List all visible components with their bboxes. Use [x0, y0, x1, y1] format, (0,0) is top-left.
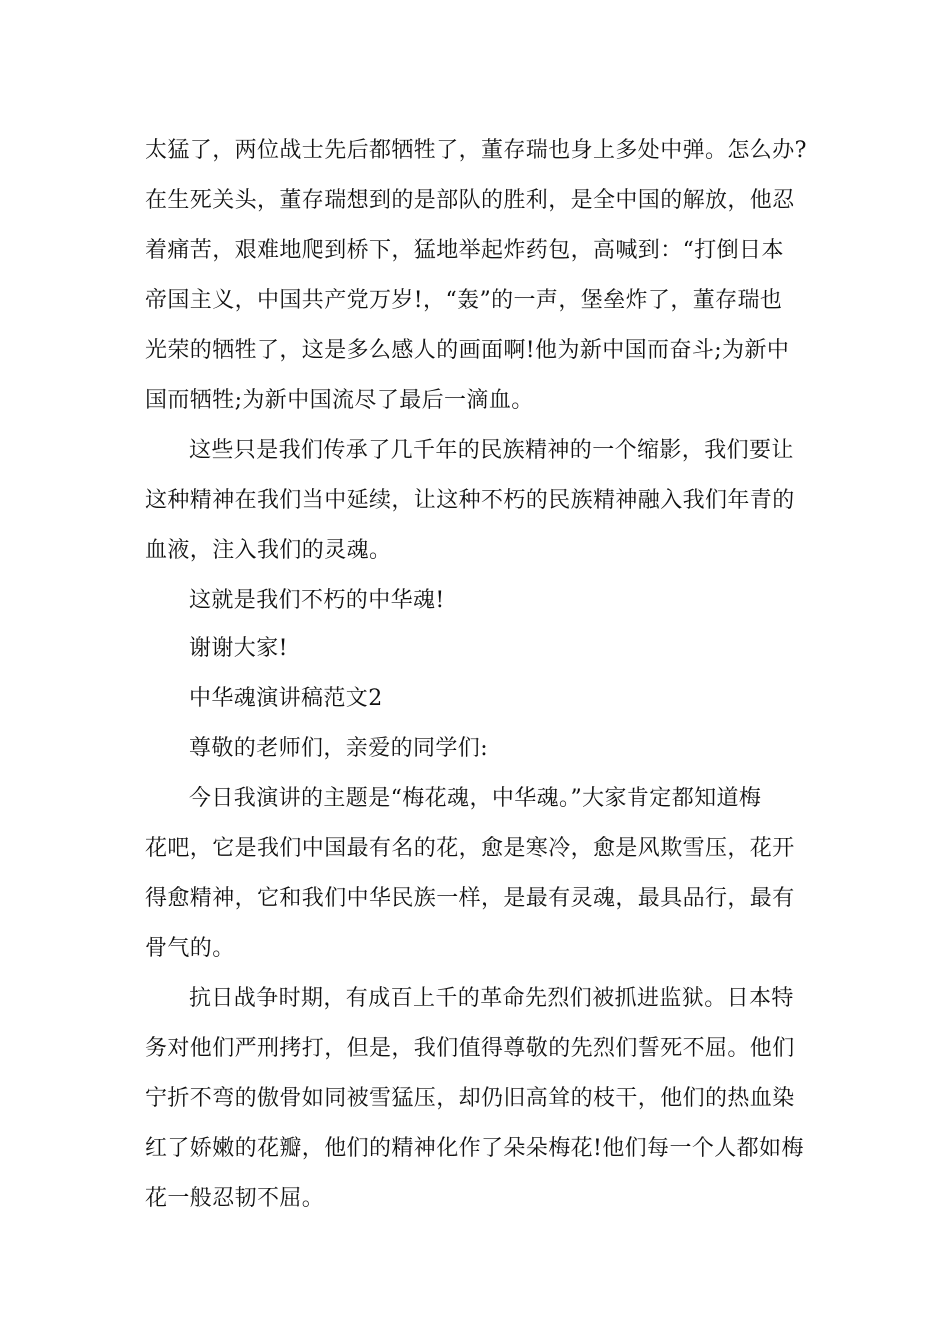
text-line: 这些只是我们传承了几千年的民族精神的一个缩影，我们要让: [189, 438, 794, 463]
paragraph: [145, 974, 810, 1224]
salutation: [145, 724, 810, 774]
text-line: 红了娇嫩的花瓣，他们的精神化作了朵朵梅花!他们每一个人都如梅: [145, 1136, 804, 1161]
text-line: 花吧，它是我们中国最有名的花，愈是寒冷，愈是风欺雪压，花开: [145, 836, 795, 861]
section-title: [145, 674, 810, 724]
text-line: 今日我演讲的主题是“梅花魂，中华魂。”大家肯定都知道梅: [189, 786, 762, 811]
text-line: 光荣的牺牲了，这是多么感人的画面啊!他为新中国而奋斗;为新中: [145, 338, 790, 363]
text-line: 花一般忍韧不屈。: [145, 1186, 325, 1211]
paragraph: [145, 126, 810, 426]
paragraph: [145, 426, 810, 576]
text-line: 尊敬的老师们，亲爱的同学们:: [189, 736, 489, 761]
paragraph: [145, 576, 810, 626]
text-line: 骨气的。: [145, 936, 235, 961]
text-line: 帝国主义，中国共产党万岁!，“轰”的一声，堡垒炸了，董存瑞也: [145, 288, 783, 313]
text-line: 务对他们严刑拷打，但是，我们值得尊敬的先烈们誓死不屈。他们: [145, 1036, 795, 1061]
text-line: 国而牺牲;为新中国流尽了最后一滴血。: [145, 388, 534, 413]
text-line: 得愈精神，它和我们中华民族一样，是最有灵魂，最具品行，最有: [145, 886, 795, 911]
text-line: 宁折不弯的傲骨如同被雪猛压，却仍旧高耸的枝干，他们的热血染: [145, 1086, 795, 1111]
text-line: 这种精神在我们当中延续，让这种不朽的民族精神融入我们年青的: [145, 488, 795, 513]
text-line: 太猛了，两位战士先后都牺牲了，董存瑞也身上多处中弹。怎么办?: [145, 138, 807, 163]
text-line: 在生死关头，董存瑞想到的是部队的胜利，是全中国的解放，他忍: [145, 188, 795, 213]
text-line: 中华魂演讲稿范文2: [189, 686, 383, 711]
text-line: 抗日战争时期，有成百上千的革命先烈们被抓进监狱。日本特: [189, 986, 794, 1011]
paragraph: [145, 774, 810, 974]
paragraph: [145, 624, 810, 674]
text-line: 着痛苦，艰难地爬到桥下，猛地举起炸药包，高喊到：“打倒日本: [145, 238, 784, 263]
text-line: 谢谢大家!: [189, 636, 288, 661]
text-line: 这就是我们不朽的中华魂!: [189, 588, 445, 613]
text-line: 血液，注入我们的灵魂。: [145, 538, 392, 563]
